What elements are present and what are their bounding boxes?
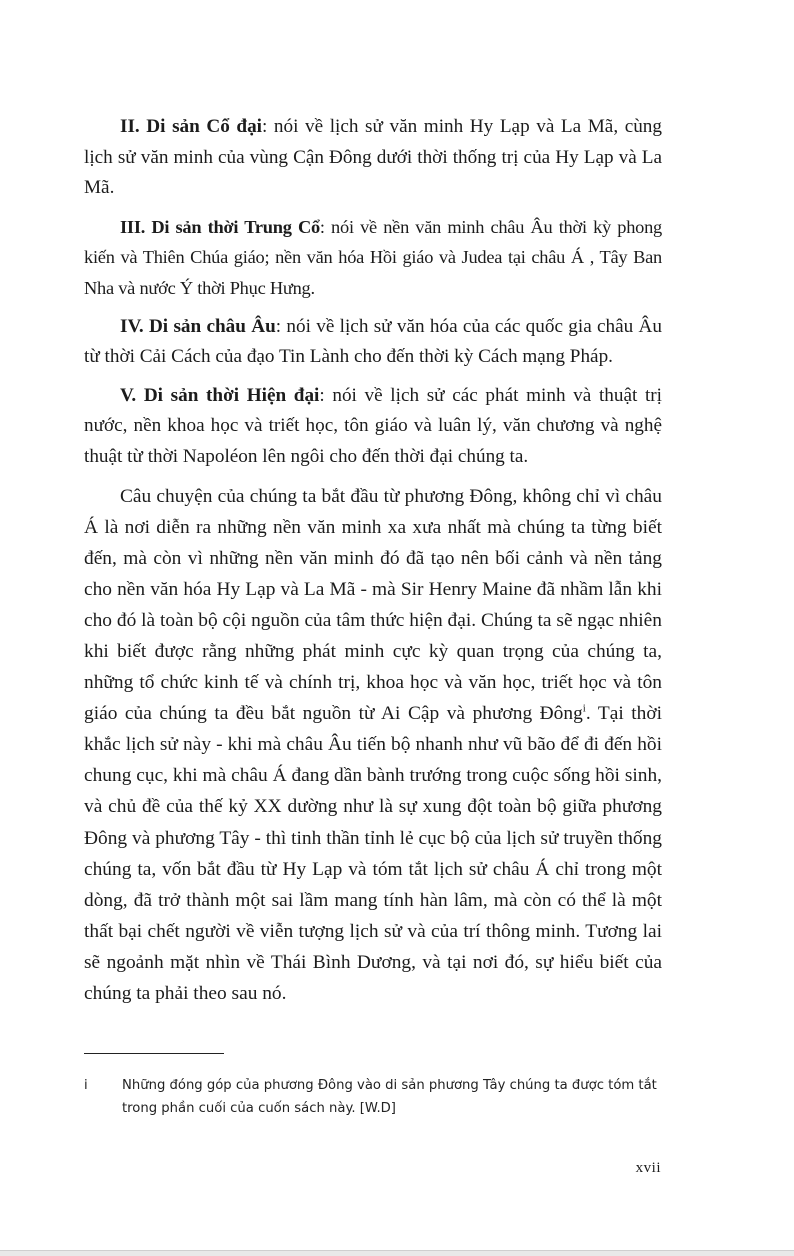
section-european: [84, 312, 662, 373]
footnote-divider: [84, 1053, 224, 1054]
footnote-reference[interactable]: i: [582, 702, 586, 715]
section-text: : nói về nền văn minh châu Âu thời kỳ phong kiến và Thiên Chúa giáo; nền văn hóa Hồi giáo và Judea tại châu Á , Tây Ban Nha và nước Ý thời Phục Hưng.: [84, 216, 662, 298]
section-heading: V. Di sản thời Hiện đại: [120, 384, 320, 406]
page-number: xvii: [635, 1160, 661, 1176]
section-heading: II. Di sản Cổ đại: [120, 116, 263, 137]
footnote-marker: i: [84, 1078, 88, 1093]
main-text-after-note: . Tại thời khắc lịch sử này - khi mà châu Âu tiến bộ nhanh như vũ bão để đi đến hồi chung cục, khi mà châu Á đang dần bành trướng trong cuộc sống hồi sinh, và chủ đề của thế kỷ XX dường như là sự xung đột toàn bộ giữa phương Đông và phương Tây - thì tinh thần tỉnh lẻ cục bộ của lịch sử truyền thống chúng ta, vốn bắt đầu từ Hy Lạp và tóm tắt lịch sử châu Á chỉ trong một dòng, đã trở thành một sai lầm mang tính hàn lâm, mà còn có thể là một thất bại chết người về viễn tượng lịch sử và của trí thông minh. Tương lai sẽ ngoảnh mặt nhìn về Thái Bình Dương, và tại nơi đó, sự hiểu biết của chúng ta phải theo sau nó.: [84, 703, 662, 1005]
section-text: : nói về lịch sử các phát minh và thuật trị nước, nền khoa học và triết học, tôn giáo và luân lý, văn chương và nghệ thuật từ thời Napoléon lên ngôi cho đến thời đại chúng ta.: [84, 384, 663, 467]
footnote-text: Những đóng góp của phương Đông vào di sản phương Tây chúng ta được tóm tắt trong phần cuối của cuốn sách này. [W.D]: [122, 1078, 657, 1116]
section-text: : nói về lịch sử văn minh Hy Lạp và La Mã, cùng lịch sử văn minh của vùng Cận Đông dưới thời thống trị của Hy Lạp và La Mã.: [84, 116, 662, 199]
page-body: [84, 112, 662, 1009]
section-modern: [84, 381, 662, 473]
footnote: [84, 1074, 684, 1120]
section-ancient: [84, 112, 662, 204]
section-heading: III. Di sản thời Trung Cổ: [120, 216, 320, 237]
main-paragraph: [84, 481, 662, 1010]
section-medieval: [84, 212, 662, 304]
main-text-before-note: Câu chuyện của chúng ta bắt đầu từ phương Đông, không chỉ vì châu Á là nơi diễn ra những nền văn minh xa xưa nhất mà chúng ta từng biết đến, mà còn vì những nền văn minh đó đã tạo nên bối cảnh và nền tảng cho nền văn hóa Hy Lạp và La Mã - mà Sir Henry Maine đã nhầm lẫn khi cho đó là toàn bộ cội nguồn của tâm thức hiện đại. Chúng ta sẽ ngạc nhiên khi biết được rằng những phát minh cực kỳ quan trọng của chúng ta, những tổ chức kinh tế và chính trị, khoa học và văn học, triết học và tôn giáo của chúng ta đều bắt nguồn từ Ai Cập và phương Đông: [84, 485, 662, 725]
section-text: : nói về lịch sử văn hóa của các quốc gia châu Âu từ thời Cải Cách của đạo Tin Lành cho đến thời kỳ Cách mạng Pháp.: [84, 315, 662, 368]
section-heading: IV. Di sản châu Âu: [120, 315, 276, 337]
page-bottom-edge: [0, 1250, 794, 1256]
